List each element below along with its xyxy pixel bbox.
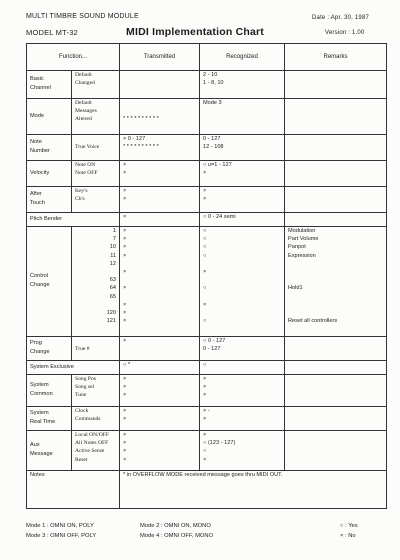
midi-implementation-table: [26, 43, 387, 509]
row-label: Aux Message: [27, 431, 72, 471]
row-rx: × ×: [200, 187, 285, 213]
header-version: Version : 1.00: [325, 30, 365, 36]
row-remarks: Modulation Part Volume Panpot Expression Hold1 Reset all controllers: [285, 227, 387, 337]
row-sub: Default Changed: [72, 71, 120, 99]
table-row-velocity: [27, 161, 387, 187]
row-rx: × × ×: [200, 375, 285, 407]
row-rx: ○ ○ ○ ○ × ○ × ○: [200, 227, 285, 337]
row-remarks: [285, 337, 387, 361]
row-tx: × ×: [120, 187, 200, 213]
row-label: Note Number: [27, 135, 72, 161]
notes-text: * in OVERFLOW MODE received message goes thru MIDI OUT.: [120, 471, 387, 509]
row-tx: [120, 71, 200, 99]
row-label: Mode: [27, 99, 72, 135]
col-transmitted: Transmitted: [120, 44, 200, 71]
row-sub: Clock Commands: [72, 407, 120, 431]
row-tx: × 0 - 127 * * * * * * * * * *: [120, 135, 200, 161]
footer-mode2: Mode 2 : OMNI ON, MONO: [140, 523, 211, 529]
row-label: System Real Time: [27, 407, 72, 431]
row-tx: × × × ×: [120, 431, 200, 471]
row-remarks: [285, 161, 387, 187]
row-label: System Common: [27, 375, 72, 407]
row-rx: ○ 0 - 24 semi: [200, 213, 285, 227]
row-sub: Local ON/OFF All Notes OFF Active Sense Reset: [72, 431, 120, 471]
legend-yes: ○ : Yes: [340, 523, 358, 529]
row-label: System Exclusive: [27, 361, 120, 375]
row-tx: × ×: [120, 161, 200, 187]
row-label: Velocity: [27, 161, 72, 187]
row-rx: 0 - 127 12 - 108: [200, 135, 285, 161]
table-row-system-common: [27, 375, 387, 407]
table-row-aftertouch: [27, 187, 387, 213]
footer-mode1: Mode 1 : OMNI ON, POLY: [26, 523, 94, 529]
row-tx: ×: [120, 337, 200, 361]
table-row-pitch-bender: [27, 213, 387, 227]
row-tx: × × × × × × × × ×: [120, 227, 200, 337]
table-row-note-number: [27, 135, 387, 161]
table-row-mode: [27, 99, 387, 135]
table-row-aux-message: [27, 431, 387, 471]
row-rx: ○ υ=1 - 127 ×: [200, 161, 285, 187]
row-remarks: [285, 99, 387, 135]
row-rx: Mode 3: [200, 99, 285, 135]
row-rx: ○ 0 - 127 0 - 127: [200, 337, 285, 361]
footer-mode3: Mode 3 : OMNI OFF, POLY: [26, 533, 97, 539]
row-rx: × - ×: [200, 407, 285, 431]
row-rx: 2 - 10 1 - 8, 10: [200, 71, 285, 99]
control-numbers: 1 7 10 11 12 63 64 65 120 121: [72, 227, 120, 337]
table-row-control-change: [27, 227, 387, 337]
row-remarks: [285, 135, 387, 161]
row-rx: ○: [200, 361, 285, 375]
table-header-row: [27, 44, 387, 71]
footer-mode4: Mode 4 : OMNI OFF, MONO: [140, 533, 214, 539]
table-row-notes: [27, 471, 387, 509]
legend-no: × : No: [340, 533, 356, 539]
row-label: Control Change: [27, 227, 72, 337]
row-rx: × ○ (123 - 127) ○ ×: [200, 431, 285, 471]
row-remarks: [285, 407, 387, 431]
row-label: After Touch: [27, 187, 72, 213]
col-remarks: Remarks: [285, 44, 387, 71]
row-sub: Key's Ch's: [72, 187, 120, 213]
table-row-basic-channel: [27, 71, 387, 99]
header-date: Date : Apr. 30, 1987: [312, 15, 370, 21]
col-function: Function...: [27, 44, 120, 71]
row-remarks: [285, 361, 387, 375]
row-sub: True Voice: [72, 135, 120, 161]
row-tx: × ×: [120, 407, 200, 431]
row-label: Prog Change: [27, 337, 72, 361]
row-remarks: [285, 71, 387, 99]
row-label: Basic Channel: [27, 71, 72, 99]
row-label: Pitch Bender: [27, 213, 120, 227]
row-tx: ○ *: [120, 361, 200, 375]
row-remarks: [285, 187, 387, 213]
row-tx: × × ×: [120, 375, 200, 407]
row-sub: Note ON Note OFF: [72, 161, 120, 187]
header-product: MULTI TIMBRE SOUND MODULE: [26, 13, 139, 20]
row-remarks: [285, 431, 387, 471]
chart-title: MIDI Implementation Chart: [126, 26, 265, 38]
row-sub: Default Messages Altered: [72, 99, 120, 135]
row-sub: Song Pos Song sel Tune: [72, 375, 120, 407]
row-sub: True #: [72, 337, 120, 361]
header-model: MODEL MT-32: [26, 28, 78, 37]
table-row-prog-change: [27, 337, 387, 361]
table-row-system-realtime: [27, 407, 387, 431]
row-remarks: [285, 375, 387, 407]
row-tx: * * * * * * * * * *: [120, 99, 200, 135]
row-tx: ×: [120, 213, 200, 227]
row-label: Notes: [27, 471, 120, 509]
table-row-system-exclusive: [27, 361, 387, 375]
row-remarks: [285, 213, 387, 227]
col-recognized: Recognized: [200, 44, 285, 71]
